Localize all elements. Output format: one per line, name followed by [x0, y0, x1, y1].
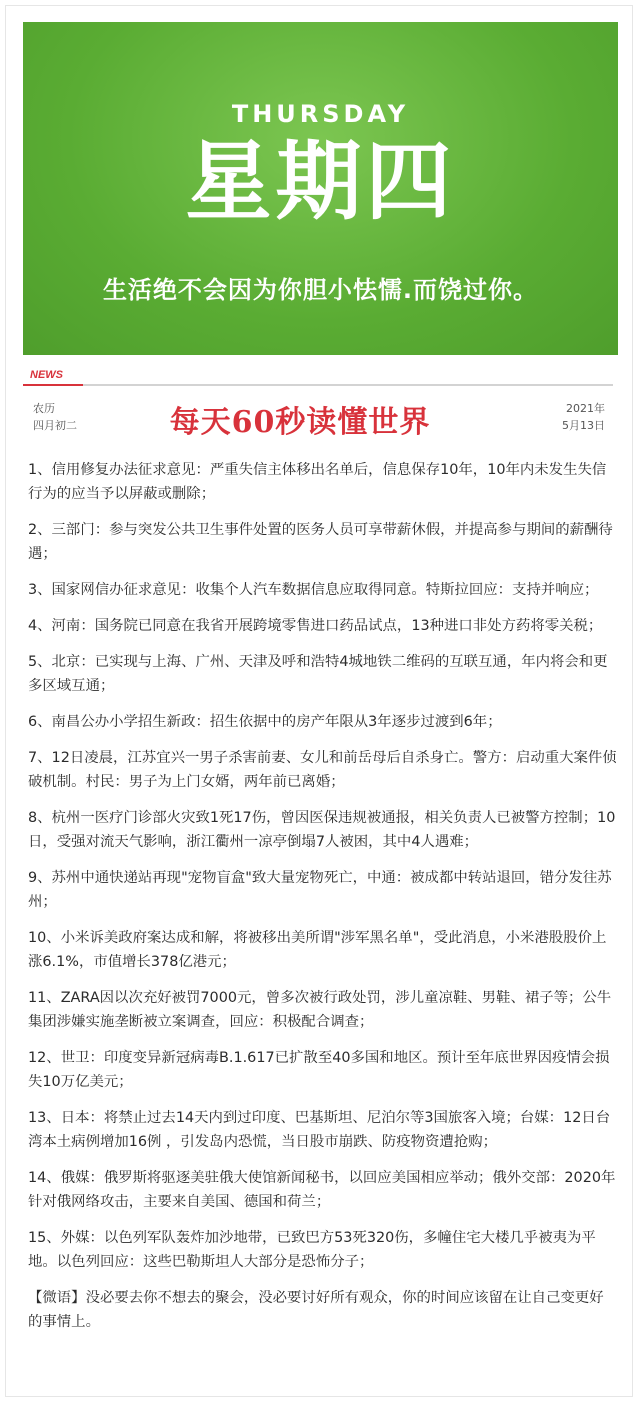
lunar-label: 农历 [33, 402, 55, 415]
news-item: 3、国家网信办征求意见：收集个人汽车数据信息应取得同意。特斯拉回应：支持并响应； [28, 582, 599, 598]
banner-quote: 生活绝不会因为你胆小怯懦.而饶过你。 [102, 276, 539, 304]
news-item: 5、北京：已实现与上海、广州、天津及呼和浩特4城地铁二维码的互联互通，年内将会和更多区域互通； [28, 654, 608, 694]
news-item: 6、南昌公办小学招生新政：招生依据中的房产年限从3年逐步过渡到6年； [28, 714, 502, 730]
date-year: 2021年 [566, 402, 605, 415]
news-list [28, 458, 618, 1348]
date-block [562, 400, 605, 434]
news-item: 9、苏州中通快递站再现"宠物盲盒"致大量宠物死亡，中通：被成都中转站退回，错分发往苏州； [28, 870, 612, 910]
news-tag: NEWS [30, 369, 63, 381]
news-item: 1、信用修复办法征求意见：严重失信主体移出名单后，信息保存10年，10年内未发生失信行为的应当予以屏蔽或删除； [28, 462, 607, 502]
news-item: 4、河南：国务院已同意在我省开展跨境零售进口药品试点，13种进口非处方药将零关税； [28, 618, 603, 634]
weekday-english: THURSDAY [231, 100, 410, 128]
news-item: 10、小米诉美政府案达成和解，将被移出美所谓"涉军黑名单"，受此消息，小米港股股价上涨6.1%，市值增长378亿港元； [28, 930, 607, 970]
news-item: 15、外媒：以色列军队轰炸加沙地带，已致巴方53死320伤，多幢住宅大楼几乎被夷为平地。以色列回应：这些巴勒斯坦人大部分是恐怖分子； [28, 1230, 596, 1270]
banner [23, 22, 618, 355]
page-title: 每天60秒读懂世界 [169, 405, 431, 440]
date-month-day: 5月13日 [562, 419, 605, 432]
news-item: 11、ZARA因以次充好被罚7000元，曾多次被行政处罚，涉儿童凉鞋、男鞋、裙子等；公牛集团涉嫌实施垄断被立案调查，回应：积极配合调查； [28, 990, 612, 1030]
news-item: 13、日本：将禁止过去14天内到过印度、巴基斯坦、尼泊尔等3国旅客入境；台媒：12日台湾本土病例增加16例 ，引发岛内恐慌，当日股市崩跌、防疫物资遭抢购； [28, 1110, 611, 1150]
news-item: 12、世卫：印度变异新冠病毒B.1.617已扩散至40多国和地区。预计至年底世界因疫情会损失10万亿美元； [28, 1050, 610, 1090]
news-item: 8、杭州一医疗门诊部火灾致1死17伤，曾因医保违规被通报，相关负责人已被警方控制；10日，受强对流天气影响，浙江衢州一凉亭倒塌7人被困，其中4人遇难； [28, 810, 616, 850]
news-item: 14、俄媒：俄罗斯将驱逐美驻俄大使馆新闻秘书，以回应美国相应举动；俄外交部：2020年针对俄网络攻击，主要来自美国、德国和荷兰； [28, 1170, 616, 1210]
daily-quote: 【微语】没必要去你不想去的聚会，没必要讨好所有观众，你的时间应该留在让自己变更好的事情上。 [28, 1290, 604, 1330]
news-item: 7、12日凌晨，江苏宜兴一男子杀害前妻、女儿和前岳母后自杀身亡。警方：启动重大案件侦破机制。村民：男子为上门女婿，两年前已离婚； [28, 750, 617, 790]
lunar-date: 四月初二 [33, 419, 77, 432]
news-divider [23, 384, 613, 386]
weekday-chinese: 星期四 [185, 131, 456, 232]
news-item: 2、三部门：参与突发公共卫生事件处置的医务人员可享带薪休假，并提高参与期间的薪酬待遇； [28, 522, 613, 562]
